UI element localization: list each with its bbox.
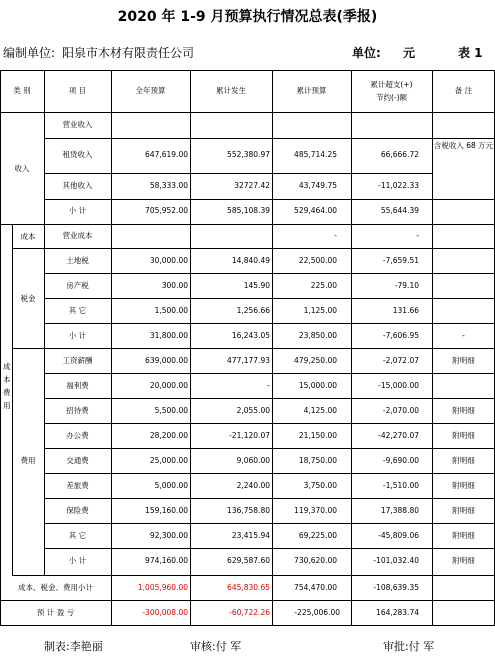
row-cumbudget: - xyxy=(334,231,337,240)
row-note: 附明细 xyxy=(452,406,475,415)
row-annual: 92,300.00 xyxy=(149,531,188,540)
report-title: 2020 年 1-9 月预算执行情况总表(季报) xyxy=(117,9,378,25)
row-actual: 23,415.94 xyxy=(231,531,270,540)
header-cumulative-actual: 累计发生 xyxy=(216,86,246,95)
row-actual: 9,060.00 xyxy=(236,456,270,465)
header-cumulative-budget: 累计预算 xyxy=(296,86,327,95)
row-annual: 30,000.00 xyxy=(149,256,188,265)
row-annual: 647,619.00 xyxy=(145,150,188,159)
row-item: 工资薪酬 xyxy=(62,356,93,365)
row-item: 招待费 xyxy=(66,406,89,415)
profit-row-label: 预 计 盈 亏 xyxy=(36,608,75,617)
profit-annual: -300,008.00 xyxy=(142,608,188,617)
row-actual: 2,240.00 xyxy=(236,481,270,490)
total-variance: -108,639.35 xyxy=(373,583,419,592)
header-variance-line2: 节约(-)额 xyxy=(375,93,408,102)
row-item: 小 计 xyxy=(68,331,87,340)
row-actual: - xyxy=(267,381,270,390)
total-row-label: 成本、税金、费用小计 xyxy=(18,583,93,592)
row-actual: 145.90 xyxy=(243,281,270,290)
row-item: 小 计 xyxy=(68,556,87,565)
header-item: 项 目 xyxy=(68,86,87,95)
row-cumbudget: 529,464.00 xyxy=(294,206,337,215)
row-item: 租赁收入 xyxy=(62,150,93,159)
header-annual-budget: 全年预算 xyxy=(135,86,166,95)
total-cumbudget: 754,470.00 xyxy=(294,583,337,592)
row-annual: 1,500.00 xyxy=(154,306,188,315)
row-item: 福利费 xyxy=(66,381,89,390)
org-label: 编制单位: xyxy=(3,46,56,60)
row-annual: 58,333.00 xyxy=(149,181,188,190)
row-variance: -79.10 xyxy=(394,281,419,290)
row-actual: 136,758.80 xyxy=(227,506,270,515)
header-variance-line1: 累计超支(+) xyxy=(370,80,413,89)
section-expense: 费用 xyxy=(20,456,36,465)
profit-cumbudget: -225,006.00 xyxy=(294,608,340,617)
approved-by: 审批:付 军 xyxy=(383,640,435,653)
row-variance: -9,690.00 xyxy=(382,456,419,465)
row-item: 小 计 xyxy=(68,206,87,215)
row-actual: -21,120.07 xyxy=(229,431,270,440)
row-variance: -11,022.33 xyxy=(378,181,419,190)
header-category: 类 别 xyxy=(13,86,31,95)
row-cumbudget: 22,500.00 xyxy=(298,256,337,265)
row-variance: -2,072.07 xyxy=(382,356,419,365)
row-item: 办公费 xyxy=(66,431,89,440)
row-item: 土地税 xyxy=(66,256,89,265)
row-annual: 5,000.00 xyxy=(154,481,188,490)
row-note: 附明细 xyxy=(452,431,475,440)
row-item: 房产税 xyxy=(66,281,89,290)
section-cost: 成本 xyxy=(20,232,36,241)
row-variance: -1,510.00 xyxy=(382,481,419,490)
row-actual: 585,108.39 xyxy=(227,206,270,215)
row-actual: 477,177.93 xyxy=(227,356,270,365)
prepared-by: 制表:李艳丽 xyxy=(44,640,103,653)
profit-actual: -60,722.26 xyxy=(229,608,270,617)
row-variance: -7,659.51 xyxy=(382,256,419,265)
row-note: 含税收入 68 万元 xyxy=(433,141,494,150)
unit-value: 元 xyxy=(403,46,416,60)
row-actual: 552,380.97 xyxy=(227,150,270,159)
row-cumbudget: 18,750.00 xyxy=(298,456,337,465)
row-annual: 31,800.00 xyxy=(149,331,188,340)
row-annual: 25,000.00 xyxy=(149,456,188,465)
row-variance: -2,070.00 xyxy=(382,406,419,415)
row-cumbudget: 225.00 xyxy=(310,281,337,290)
section-tax: 税金 xyxy=(20,294,36,303)
row-annual: 300.00 xyxy=(161,281,188,290)
header-note: 备 注 xyxy=(454,86,473,95)
total-actual: 645,830.65 xyxy=(227,583,270,592)
row-annual: 974,160.00 xyxy=(145,556,188,565)
row-variance: 55,644.39 xyxy=(380,206,419,215)
row-item: 其 它 xyxy=(68,531,87,540)
row-actual: 32727.42 xyxy=(234,181,270,190)
row-cumbudget: 43,749.75 xyxy=(298,181,337,190)
row-variance: -45,809.06 xyxy=(378,531,419,540)
row-annual: 5,500.00 xyxy=(154,406,188,415)
row-variance: -42,270.07 xyxy=(378,431,419,440)
row-variance: -15,000.00 xyxy=(378,381,419,390)
total-annual: 1,005,960.00 xyxy=(137,583,188,592)
row-annual: 639,000.00 xyxy=(145,356,188,365)
row-cumbudget: 1,125.00 xyxy=(303,306,337,315)
row-note: 附明细 xyxy=(452,356,475,365)
row-variance: -101,032.40 xyxy=(373,556,419,565)
row-actual: 14,840.49 xyxy=(231,256,270,265)
row-item: 营业收入 xyxy=(62,120,93,129)
row-variance: - xyxy=(416,231,419,240)
row-cumbudget: 3,750.00 xyxy=(303,481,337,490)
row-item: 其 它 xyxy=(68,306,87,315)
row-annual: 159,160.00 xyxy=(145,506,188,515)
row-note: 附明细 xyxy=(452,506,475,515)
row-cumbudget: 69,225.00 xyxy=(298,531,337,540)
org-name: 阳泉市木材有限责任公司 xyxy=(62,46,195,60)
row-cumbudget: 4,125.00 xyxy=(303,406,337,415)
row-actual: 16,243.05 xyxy=(231,331,270,340)
row-annual: 20,000.00 xyxy=(149,381,188,390)
row-item: 其他收入 xyxy=(62,181,93,190)
row-variance: 17,388.80 xyxy=(380,506,419,515)
row-cumbudget: 730,620.00 xyxy=(294,556,337,565)
row-actual: 629,587.60 xyxy=(227,556,270,565)
row-cumbudget: 23,850.00 xyxy=(298,331,337,340)
row-cumbudget: 15,000.00 xyxy=(298,381,337,390)
row-cumbudget: 21,150.00 xyxy=(298,431,337,440)
row-note: 附明细 xyxy=(452,456,475,465)
table-number: 表 1 xyxy=(458,46,483,60)
row-actual: 2,055.00 xyxy=(236,406,270,415)
row-variance: 131.66 xyxy=(392,306,419,315)
row-note: 附明细 xyxy=(452,481,475,490)
section-income: 收入 xyxy=(14,164,30,173)
unit-label: 单位: xyxy=(352,46,381,60)
row-variance: 66,666.72 xyxy=(380,150,419,159)
profit-variance: 164,283.74 xyxy=(376,608,419,617)
row-annual: 28,200.00 xyxy=(149,431,188,440)
row-note: - xyxy=(462,331,465,340)
row-item: 差旅费 xyxy=(66,481,89,490)
row-item: 营业成本 xyxy=(62,231,93,240)
reviewed-by: 审核:付 军 xyxy=(190,640,242,653)
section-cost-expense-vertical: 成本费用 xyxy=(3,362,11,410)
row-item: 保险费 xyxy=(66,506,89,515)
row-annual: 705,952.00 xyxy=(145,206,188,215)
row-cumbudget: 485,714.25 xyxy=(294,150,337,159)
row-cumbudget: 479,250.00 xyxy=(294,356,337,365)
row-variance: -7,606.95 xyxy=(382,331,419,340)
row-actual: 1,256.66 xyxy=(236,306,270,315)
row-cumbudget: 119,370.00 xyxy=(294,506,337,515)
row-note: 附明细 xyxy=(452,556,475,565)
row-item: 交通费 xyxy=(66,456,89,465)
row-note: 附明细 xyxy=(452,531,475,540)
